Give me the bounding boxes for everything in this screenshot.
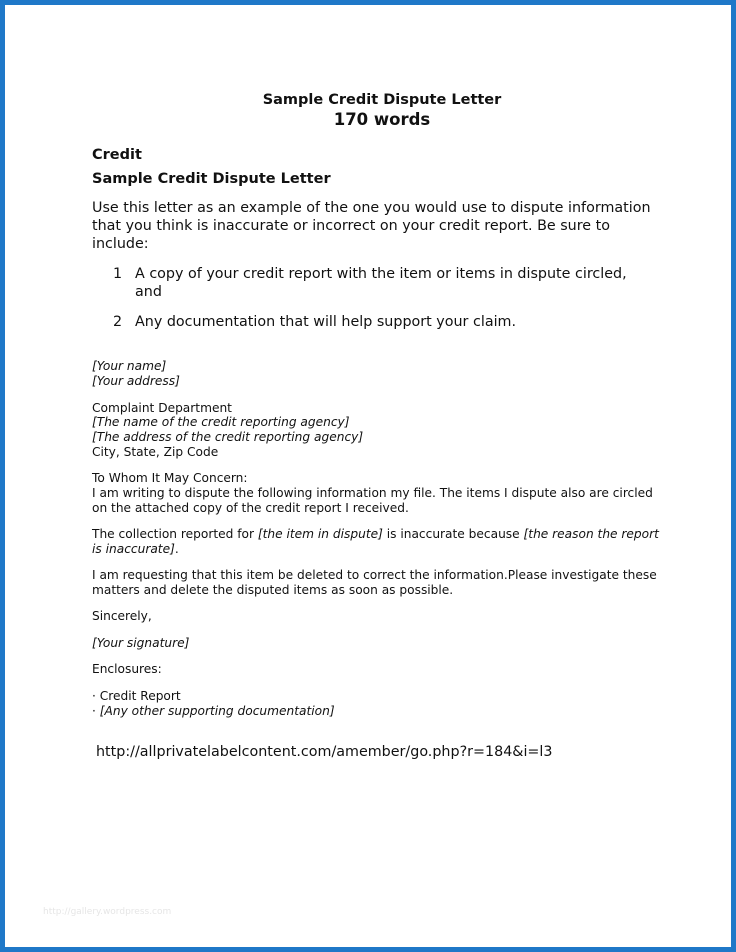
list-number: 2 [113,314,123,330]
document-title: Sample Credit Dispute Letter [262,92,502,108]
salutation: To Whom It May Concern: [92,471,248,485]
source-url: http://allprivatelabelcontent.com/amember/go.php?r=184&i=l3 [96,744,553,760]
placeholder-text: [Any other supporting documentation] [99,704,335,718]
section-heading: Sample Credit Dispute Letter [92,171,331,187]
recipient-city: City, State, Zip Code [92,445,219,459]
signature-placeholder: [Your signature] [92,636,190,650]
paragraph-line: on the attached copy of the credit report I received. [92,501,409,515]
recipient-department: Complaint Department [92,401,232,415]
paragraph-line: I am writing to dispute the following information my file. The items I dispute also are circled [92,486,653,500]
recipient-agency-name: [The name of the credit reporting agency] [92,415,350,429]
list-number: 1 [113,266,123,282]
word-count: 170 words [333,110,431,129]
paragraph-line [92,542,179,557]
sender-name: [Your name] [92,359,167,373]
closing: Sincerely, [92,609,152,623]
enclosure-item [92,704,335,719]
text-run: is inaccurate because [382,527,524,541]
list-text: Any documentation that will help support your claim. [135,314,517,330]
watermark-text: http://gallery.wordpress.com [43,907,172,917]
enclosure-item: · Credit Report [92,689,181,703]
text-run: . [174,542,179,556]
placeholder-text: [the reason the report [523,527,659,541]
text-run: The collection reported for [92,527,258,541]
list-text-line: A copy of your credit report with the item or items in dispute circled, [135,266,627,282]
sender-address: [Your address] [92,374,180,388]
paragraph-line: matters and delete the disputed items as soon as possible. [92,583,454,597]
recipient-agency-address: [The address of the credit reporting agency] [92,430,364,444]
paragraph-line [92,527,659,542]
list-text [135,265,655,301]
paragraph-line: I am requesting that this item be deleted to correct the information.Please investigate these [92,568,657,582]
placeholder-text: is inaccurate] [92,542,175,556]
enclosures-label: Enclosures: [92,662,162,676]
category-heading: Credit [92,147,142,163]
intro-paragraph: Use this letter as an example of the one you would use to dispute information that you think is inaccurate or incorrect on your credit report. Be sure to include: [92,200,651,252]
placeholder-text: [the item in dispute] [257,527,383,541]
bullet: · [92,704,100,718]
list-text-line: and [135,284,162,300]
